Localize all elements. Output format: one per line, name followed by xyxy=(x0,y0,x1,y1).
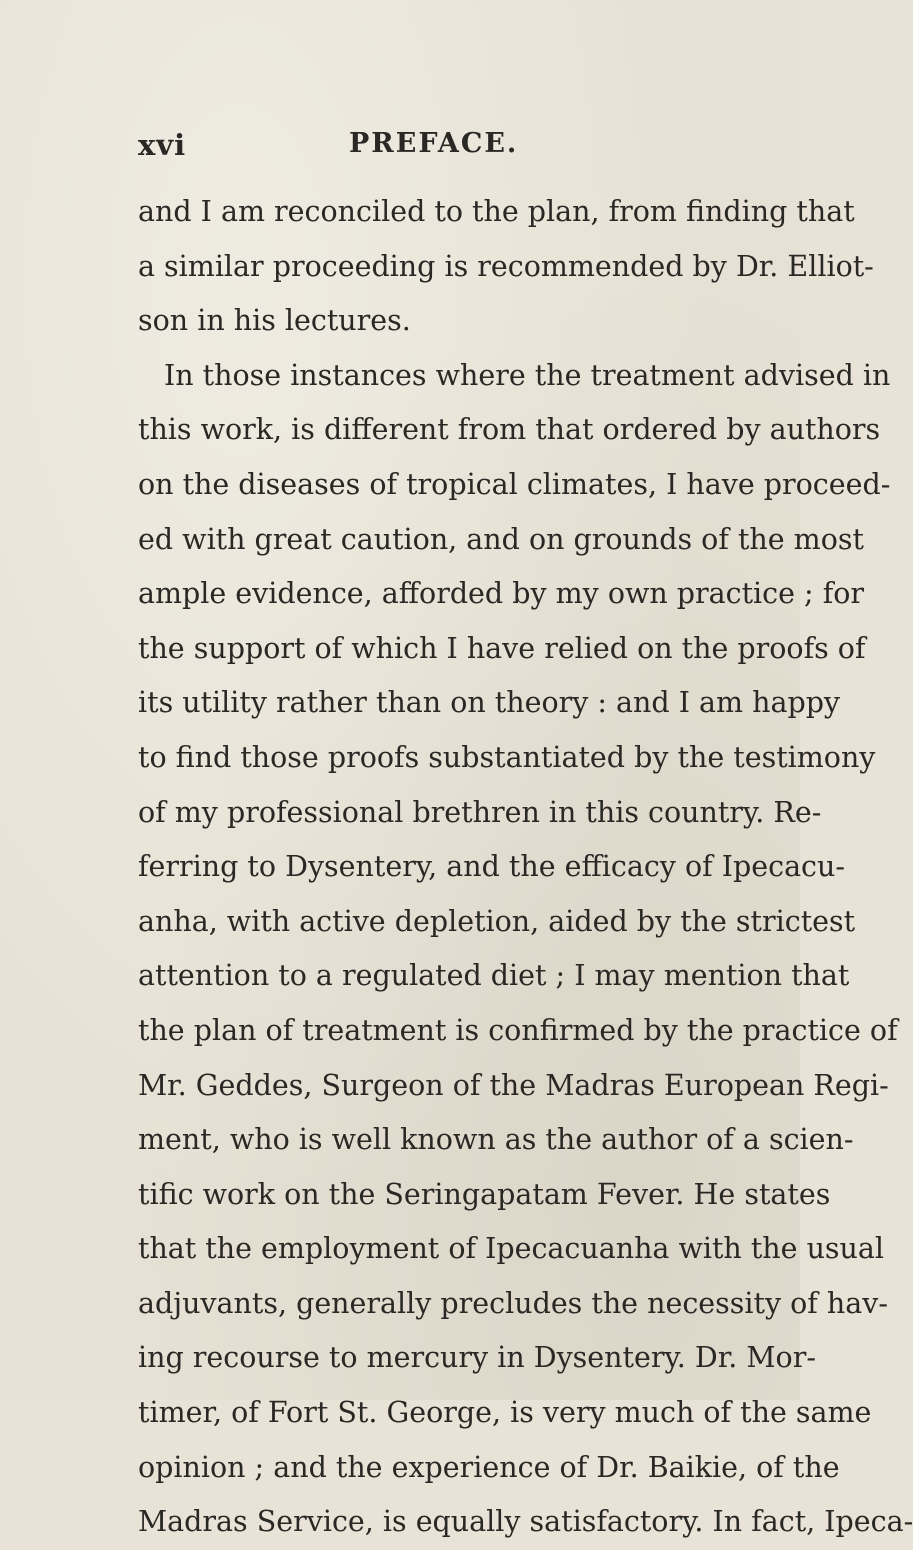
text-line: Madras Service, is equally satisfactory. In fact, Ipeca- xyxy=(138,1505,913,1539)
text-line: ment, who is well known as the author of a scien- xyxy=(138,1123,854,1157)
text-line: the plan of treatment is confirmed by the practice of xyxy=(138,1013,898,1047)
text-line: anha, with active depletion, aided by the strictest xyxy=(138,904,856,938)
text-line: this work, is different from that ordered by authors xyxy=(138,413,881,447)
text-line: to find those proofs substantiated by the testimony xyxy=(138,740,876,774)
text-line: ferring to Dysentery, and the efficacy of Ipecacu- xyxy=(138,850,846,884)
text-line: opinion ; and the experience of Dr. Baikie, of the xyxy=(138,1450,840,1484)
text-line: the support of which I have relied on the proofs of xyxy=(138,631,866,665)
text-line: of my professional brethren in this country. Re- xyxy=(138,795,822,829)
text-line: a similar proceeding is recommended by Dr. Elliot- xyxy=(138,249,874,283)
text-line: timer, of Fort St. George, is very much of the same xyxy=(138,1396,872,1430)
running-head xyxy=(0,128,800,168)
body-text xyxy=(138,185,913,1550)
text-line: ing recourse to mercury in Dysentery. Dr. Mor- xyxy=(138,1341,816,1375)
text-line: tific work on the Seringapatam Fever. He states xyxy=(138,1177,831,1211)
text-line: attention to a regulated diet ; I may mention that xyxy=(138,959,850,993)
text-line: ed with great caution, and on grounds of the most xyxy=(138,522,864,556)
text-line: ample evidence, afforded by my own practice ; for xyxy=(138,577,865,611)
page-number: xvi xyxy=(138,128,187,162)
text-line: son in his lectures. xyxy=(138,304,411,338)
text-line: its utility rather than on theory : and I am happy xyxy=(138,686,841,720)
text-line: on the diseases of tropical climates, I have proceed- xyxy=(138,467,891,501)
text-line: that the employment of Ipecacuanha with the usual xyxy=(138,1232,885,1266)
text-line: Mr. Geddes, Surgeon of the Madras European Regi- xyxy=(138,1068,889,1102)
text-line: adjuvants, generally precludes the necessity of hav- xyxy=(138,1286,888,1320)
page-title: PREFACE. xyxy=(349,128,519,159)
paragraph-start-line: In those instances where the treatment advised in xyxy=(164,358,891,392)
text-line: and I am reconciled to the plan, from finding that xyxy=(138,195,855,228)
